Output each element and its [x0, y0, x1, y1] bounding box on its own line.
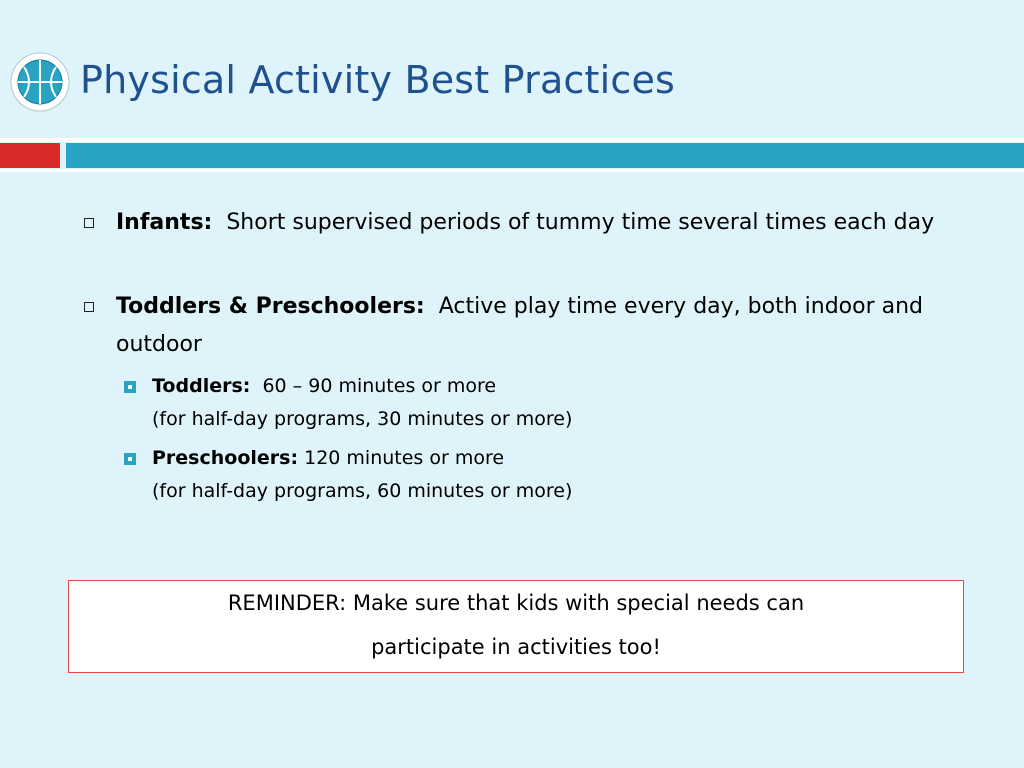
title-divider-top — [0, 138, 1024, 142]
sub-bullet-line1: 60 – 90 minutes or more — [262, 375, 497, 397]
bullet-label: Toddlers & Preschoolers: — [116, 294, 425, 319]
bullet-text: Short supervised periods of tummy time several times each day — [226, 210, 935, 235]
sub-bullet-line2: (for half-day programs, 30 minutes or more) — [152, 408, 573, 430]
title-accent-red-bar — [0, 143, 60, 168]
bullet-toddlers-preschoolers — [80, 288, 960, 508]
slide-title: Physical Activity Best Practices — [80, 58, 676, 102]
sub-bullet-label: Preschoolers: — [152, 447, 299, 469]
sub-bullet-list — [116, 370, 960, 508]
sub-bullet-line1: 120 minutes or more — [304, 447, 505, 469]
filled-square-bullet-icon — [124, 381, 136, 393]
filled-square-bullet-icon — [124, 453, 136, 465]
basketball-icon — [10, 52, 70, 112]
hollow-square-bullet-icon — [84, 302, 94, 312]
title-divider-bottom — [0, 169, 1024, 172]
reminder-box — [68, 580, 964, 673]
bullet-text: Active play time every day, both indoor and outdoor — [116, 294, 924, 357]
reminder-line-2: participate in activities too! — [371, 635, 661, 659]
sub-bullet-toddlers — [116, 370, 960, 436]
sub-bullet-line2: (for half-day programs, 60 minutes or more) — [152, 480, 573, 502]
bullet-infants — [80, 204, 960, 242]
sub-bullet-preschoolers — [116, 442, 960, 508]
hollow-square-bullet-icon — [84, 218, 94, 228]
reminder-line-1: REMINDER: Make sure that kids with special needs can — [227, 591, 805, 615]
bullet-label: Infants: — [116, 210, 213, 235]
sub-bullet-label: Toddlers: — [152, 375, 251, 397]
bullet-list — [80, 204, 960, 508]
title-accent-blue-bar — [66, 143, 1024, 168]
